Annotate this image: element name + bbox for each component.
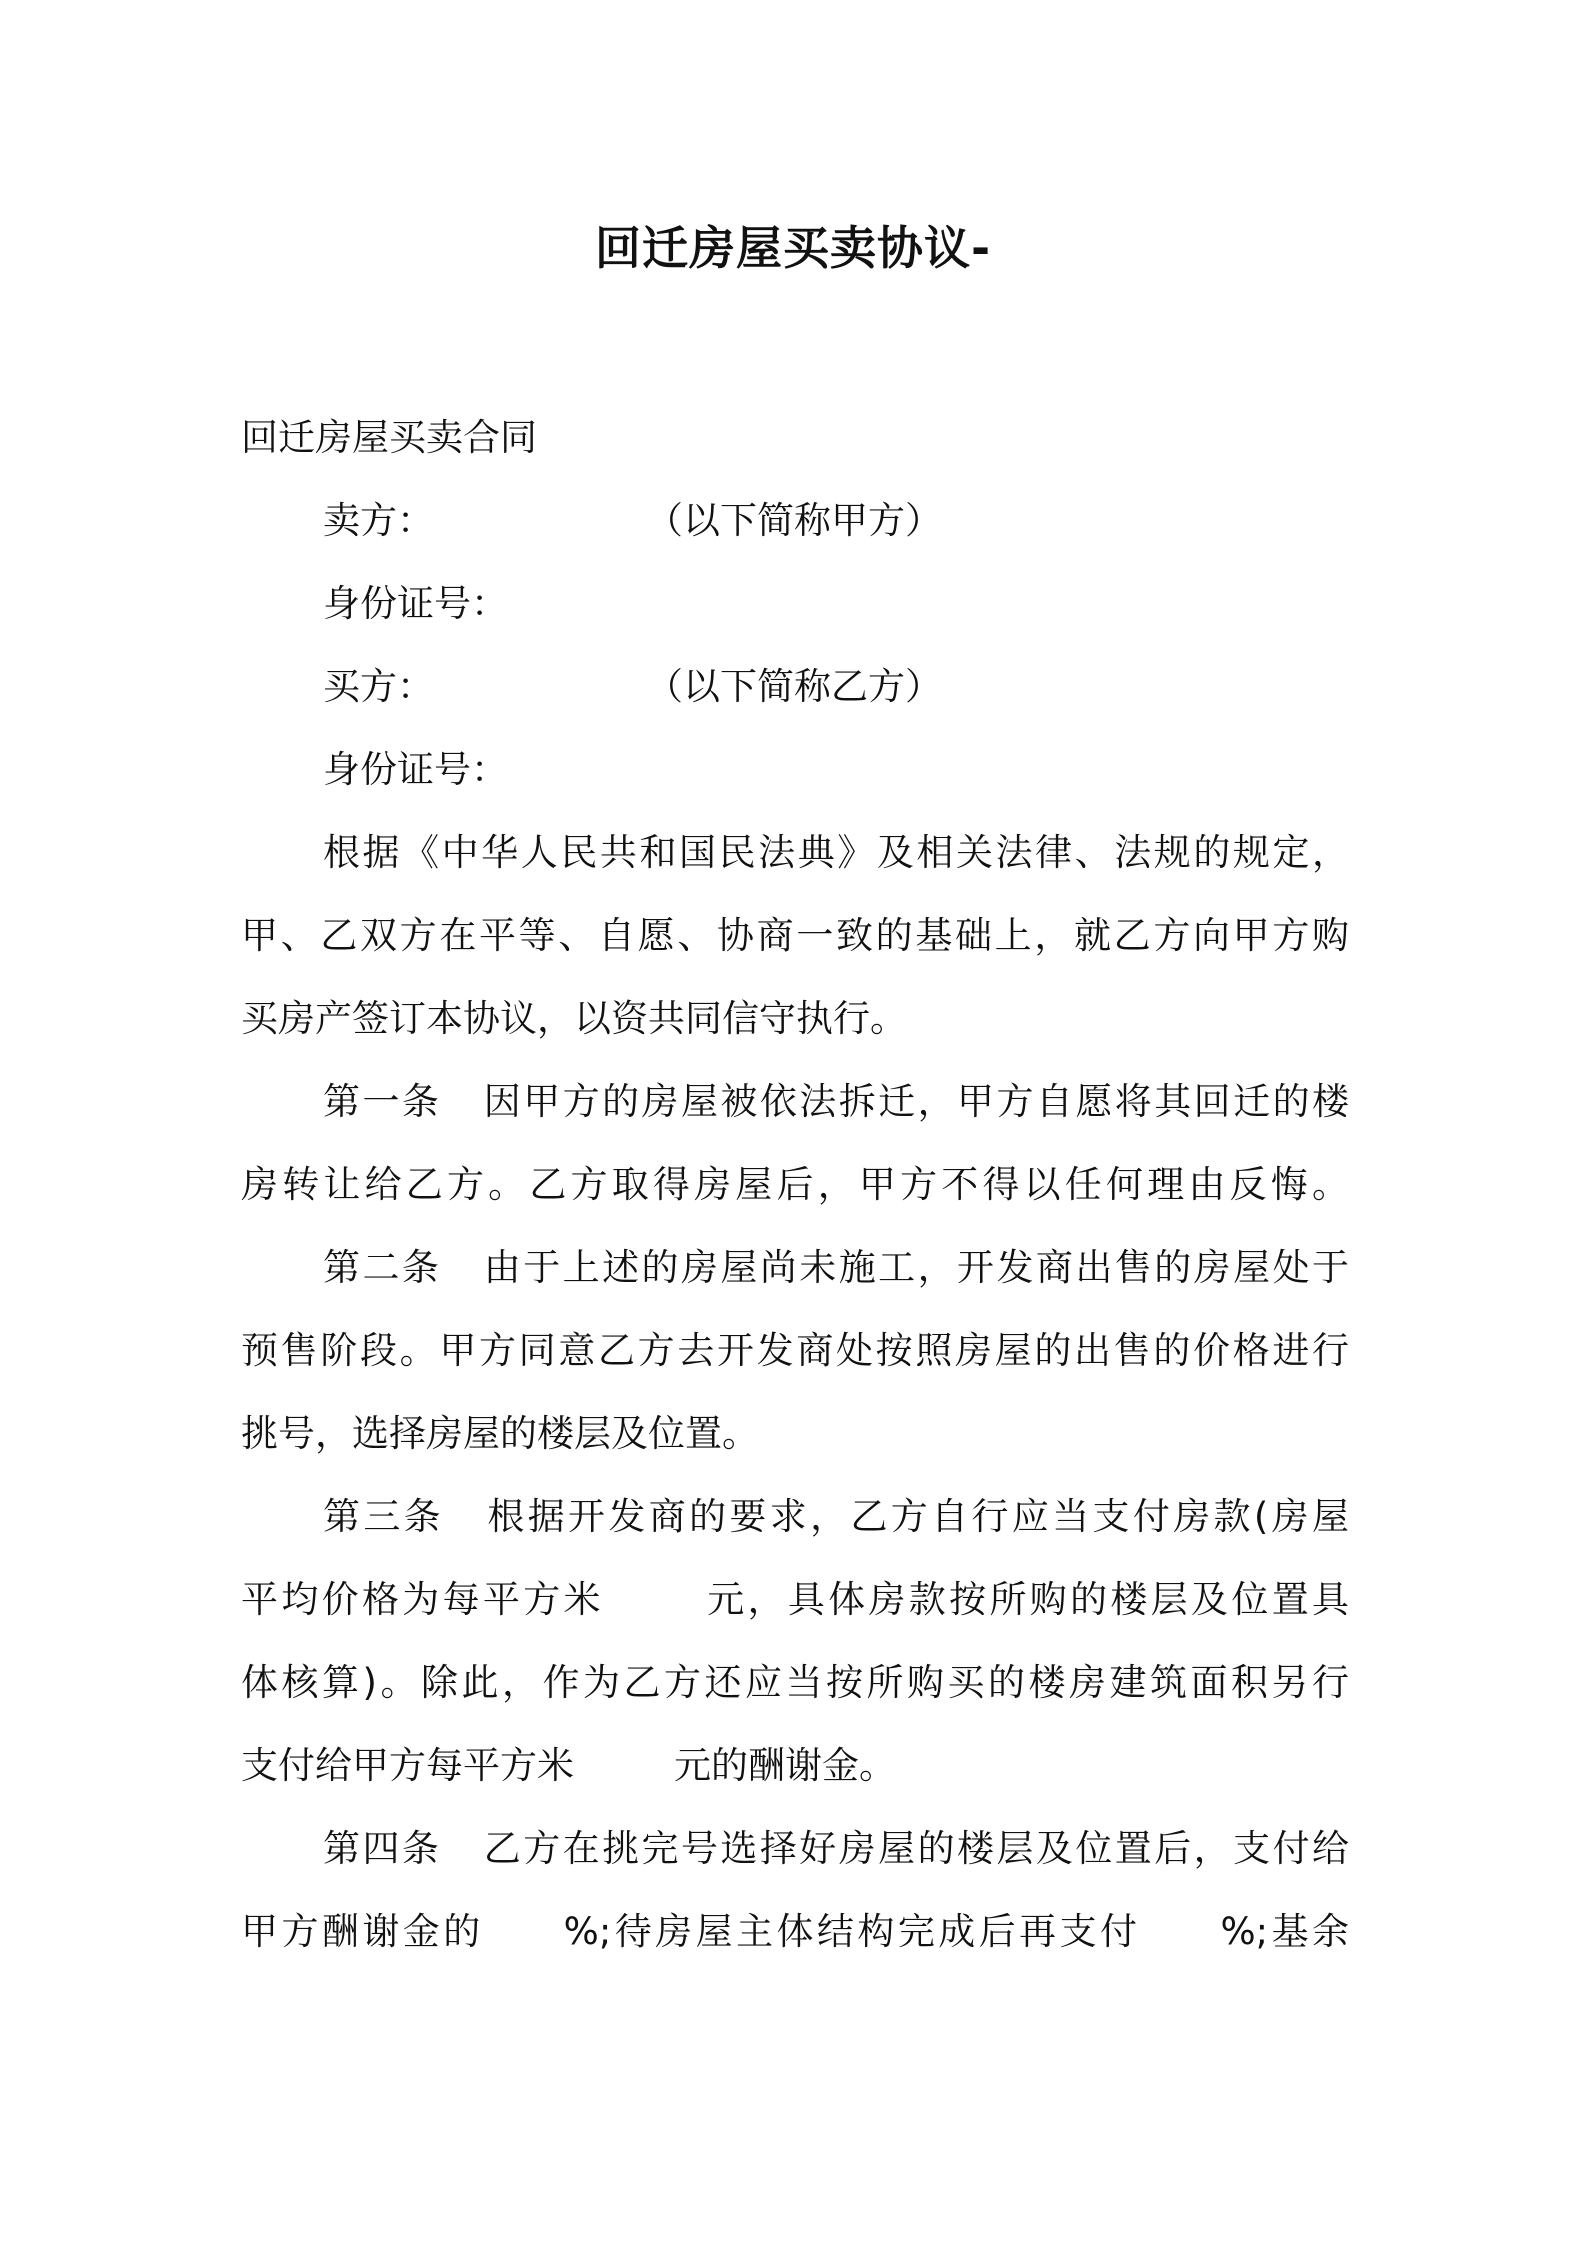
article4-heading: 第四条 <box>323 1827 442 1870</box>
article3-price-label: 平均价格为每平方米 <box>241 1578 604 1621</box>
seller-alias: （以下简称甲方） <box>646 499 942 542</box>
article4-text-1: 乙方在挑完号选择好房屋的楼层及位置后，支付给 <box>481 1827 1350 1870</box>
article3-line-1 <box>241 1475 1349 1558</box>
buyer-alias: （以下简称乙方） <box>646 665 942 708</box>
preamble-line-3: 买房产签订本协议，以资共同信守执行。 <box>241 997 907 1040</box>
article2-text-1: 由于上述的房屋尚未施工，开发商出售的房屋处于 <box>481 1246 1350 1289</box>
article3-fee-label: 支付给甲方每平方米 <box>241 1744 574 1787</box>
article3-heading: 第三条 <box>323 1495 445 1538</box>
article1-line-1 <box>241 1060 1349 1143</box>
seller-label: 卖方： <box>323 499 434 542</box>
article4-part-c: %;基余 <box>1220 1910 1350 1953</box>
preamble-line-1: 根据《中华人民共和国民法典》及相关法律、法规的规定， <box>323 831 1349 874</box>
article3-line-4 <box>241 1724 1349 1807</box>
article3-text-1: 根据开发商的要求，乙方自行应当支付房款(房屋 <box>484 1495 1349 1538</box>
buyer-id-line: 身份证号： <box>323 748 508 791</box>
article3-fee-tail: 元的酬谢金。 <box>674 1744 896 1787</box>
seller-line <box>241 479 1349 562</box>
buyer-line <box>241 645 1349 728</box>
article1-heading: 第一条 <box>323 1080 442 1123</box>
contract-name: 回迁房屋买卖合同 <box>241 416 537 459</box>
document-title: 回迁房屋买卖协议- <box>594 221 992 275</box>
article2-line-3: 挑号，选择房屋的楼层及位置。 <box>241 1412 759 1455</box>
article4-part-a: 甲方酬谢金的 <box>241 1910 484 1953</box>
article2-heading: 第二条 <box>323 1246 442 1289</box>
article2-line-1 <box>241 1226 1349 1309</box>
document-body <box>241 396 1349 1973</box>
article1-line-2: 房转让给乙方。乙方取得房屋后，甲方不得以任何理由反悔。 <box>241 1163 1349 1206</box>
article4-line-2 <box>241 1890 1349 1973</box>
article3-line-2 <box>241 1558 1349 1641</box>
article2-line-2: 预售阶段。甲方同意乙方去开发商处按照房屋的出售的价格进行 <box>241 1329 1349 1372</box>
article4-part-b: %;待房屋主体结构完成后再支付 <box>563 1910 1141 1953</box>
article4-line-1 <box>241 1807 1349 1890</box>
article3-price-tail: 元，具体房款按所购的楼层及位置具 <box>703 1578 1350 1621</box>
seller-id-line: 身份证号： <box>323 582 508 625</box>
article3-line-3: 体核算)。除此，作为乙方还应当按所购买的楼房建筑面积另行 <box>241 1661 1349 1704</box>
buyer-label: 买方： <box>323 665 434 708</box>
preamble-line-2: 甲、乙双方在平等、自愿、协商一致的基础上，就乙方向甲方购 <box>241 914 1349 957</box>
article1-text-1: 因甲方的房屋被依法拆迁，甲方自愿将其回迁的楼 <box>481 1080 1350 1123</box>
